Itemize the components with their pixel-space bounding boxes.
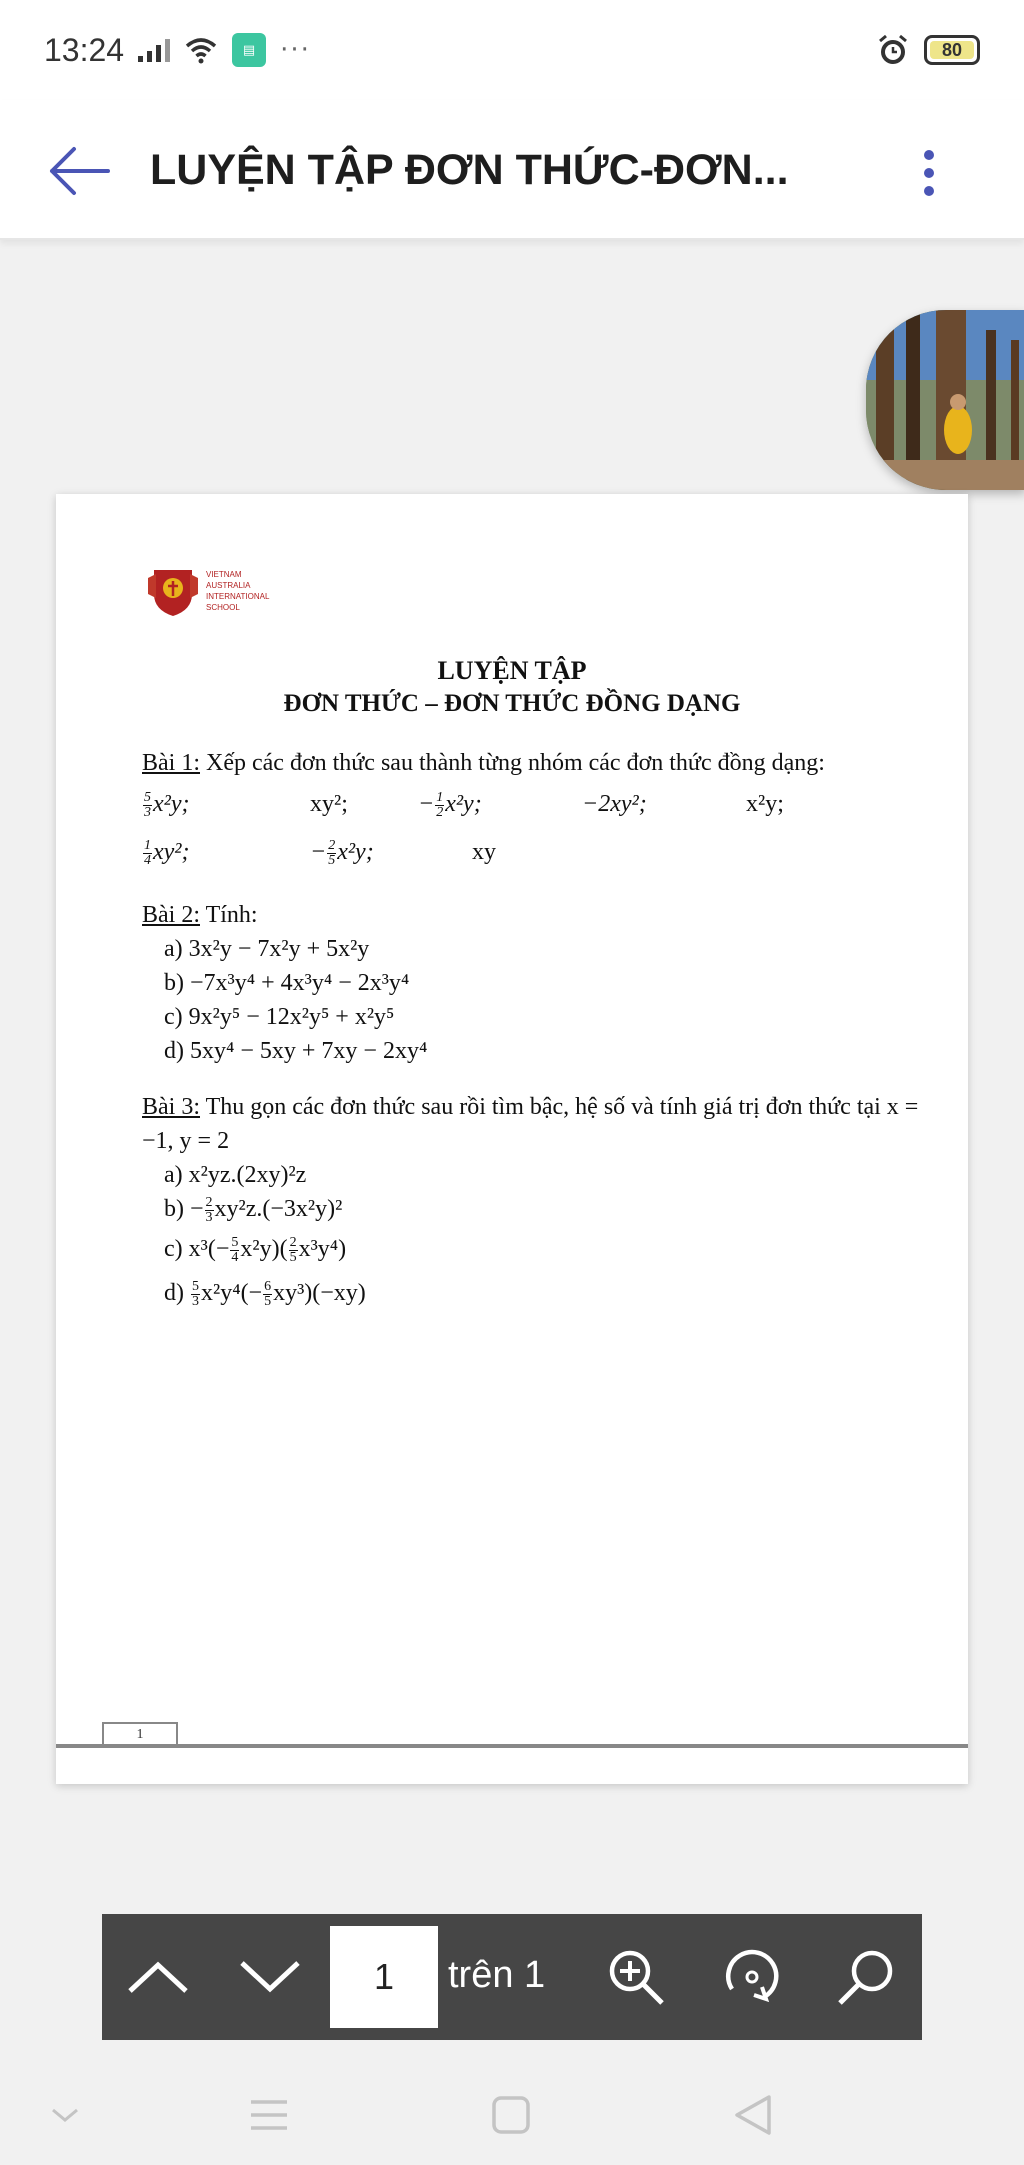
page-number-input[interactable]: 1 bbox=[330, 1926, 438, 2028]
chevron-up-icon bbox=[126, 1957, 190, 1997]
exercise-item: d) 5xy⁴ − 5xy + 7xy − 2xy⁴ bbox=[164, 1038, 428, 1064]
previous-page-button[interactable] bbox=[106, 1914, 210, 2040]
monomial: xy bbox=[472, 839, 496, 865]
title-line-2: ĐƠN THỨC – ĐƠN THỨC ĐỒNG DẠNG bbox=[283, 690, 741, 717]
monomial: −2xy²; bbox=[582, 791, 647, 817]
monomial: $\frac{5}{3}$ x²y; bbox=[144, 789, 190, 820]
exercise-2-label: Bài 2: bbox=[142, 902, 200, 928]
worksheet-title bbox=[56, 654, 968, 720]
school-logo bbox=[148, 564, 306, 618]
page-number-tab: 1 bbox=[102, 1722, 178, 1748]
back-triangle-icon bbox=[733, 2094, 773, 2136]
more-options-button[interactable] bbox=[894, 138, 964, 208]
chevron-down-icon bbox=[50, 2105, 80, 2125]
monomial: − $\frac{2}{5}$ x²y; bbox=[310, 837, 374, 868]
status-left bbox=[44, 32, 311, 69]
worksheet-body bbox=[142, 746, 922, 1320]
wifi-icon bbox=[184, 36, 218, 64]
back-button[interactable] bbox=[44, 136, 114, 206]
search-button[interactable] bbox=[814, 1914, 918, 2040]
logo-line: INTERNATIONAL bbox=[206, 592, 270, 601]
battery-level: 80 bbox=[941, 39, 963, 60]
hide-nav-button[interactable] bbox=[30, 2080, 100, 2150]
school-crest-icon bbox=[148, 564, 198, 618]
system-nav-bar bbox=[0, 2060, 1024, 2165]
pdf-toolbar bbox=[102, 1914, 922, 2040]
exercise-1-text: Xếp các đơn thức sau thành từng nhóm các đơn thức đồng dạng: bbox=[200, 750, 825, 776]
home-button[interactable] bbox=[476, 2080, 546, 2150]
exercise-item: b) −7x³y⁴ + 4x³y⁴ − 2x³y⁴ bbox=[164, 970, 410, 996]
back-nav-button[interactable] bbox=[718, 2080, 788, 2150]
monomial-row-2 bbox=[142, 828, 922, 876]
exercise-3-label: Bài 3: bbox=[142, 1094, 200, 1120]
alarm-icon bbox=[876, 33, 910, 67]
monomial: x²y; bbox=[746, 791, 784, 817]
monomial: − $\frac{1}{2}$ x²y; bbox=[418, 789, 482, 820]
title-line-1: LUYỆN TẬP bbox=[437, 656, 587, 685]
monomial-row-1 bbox=[142, 780, 922, 828]
exercise-item: d) $\frac{5}{3}$ x²y⁴(− $\frac{6}{5}$ xy³)(−xy) bbox=[164, 1278, 366, 1309]
exercise-item: c) 9x²y⁵ − 12x²y⁵ + x²y⁵ bbox=[164, 1004, 395, 1030]
recent-apps-button[interactable] bbox=[234, 2080, 304, 2150]
logo-line: VIETNAM bbox=[206, 570, 242, 579]
exercise-item: b) − $\frac{2}{3}$ xy²z.(−3x²y)² bbox=[164, 1194, 343, 1225]
status-bar bbox=[0, 0, 1024, 100]
rotate-button[interactable] bbox=[700, 1914, 804, 2040]
next-page-button[interactable] bbox=[218, 1914, 322, 2040]
exercise-item: c) x³(− $\frac{5}{4}$ x²y)( $\frac{2}{5}$ x³y⁴) bbox=[164, 1234, 347, 1265]
home-square-icon bbox=[491, 2095, 531, 2135]
chevron-down-icon bbox=[238, 1957, 302, 1997]
school-name bbox=[206, 569, 306, 613]
zoom-in-icon bbox=[604, 1945, 668, 2009]
exercise-2-text: Tính: bbox=[200, 902, 258, 928]
exercise-2 bbox=[142, 898, 922, 932]
avatar-photo bbox=[866, 310, 1024, 490]
zoom-in-button[interactable] bbox=[584, 1914, 688, 2040]
monomial: xy²; bbox=[310, 791, 348, 817]
logo-line: AUSTRALIA bbox=[206, 581, 251, 590]
exercise-3-items bbox=[142, 1158, 922, 1320]
exercise-1 bbox=[142, 746, 922, 780]
more-notifications-icon: ··· bbox=[280, 35, 311, 65]
exercise-item: a) 3x²y − 7x²y + 5x²y bbox=[164, 936, 370, 962]
document-title: LUYỆN TẬP ĐƠN THỨC-ĐƠN... bbox=[150, 146, 789, 194]
app-header bbox=[0, 100, 1024, 240]
rotate-icon bbox=[720, 1945, 784, 2009]
exercise-3-text: Thu gọn các đơn thức sau rồi tìm bậc, hệ số và tính giá trị đơn thức tại x = −1, y = 2 bbox=[142, 1094, 919, 1154]
page-total-label: trên 1 bbox=[448, 1954, 546, 1996]
logo-line: SCHOOL bbox=[206, 603, 240, 612]
status-time: 13:24 bbox=[44, 31, 125, 68]
notification-app-icon: ▤ bbox=[232, 33, 266, 67]
exercise-2-items bbox=[142, 932, 922, 1068]
monomial: $\frac{1}{4}$ xy²; bbox=[144, 837, 190, 868]
search-icon bbox=[834, 1945, 898, 2009]
status-right bbox=[876, 33, 980, 67]
menu-icon bbox=[249, 2098, 289, 2132]
avatar[interactable] bbox=[866, 310, 1024, 490]
exercise-1-label: Bài 1: bbox=[142, 750, 200, 776]
document-page[interactable] bbox=[56, 494, 968, 1784]
battery-icon bbox=[924, 35, 980, 65]
exercise-item: a) x²yz.(2xy)²z bbox=[164, 1162, 307, 1188]
exercise-3 bbox=[142, 1090, 922, 1158]
page-footer-line bbox=[56, 1744, 968, 1748]
signal-icon bbox=[138, 38, 170, 62]
back-arrow-icon bbox=[44, 136, 114, 206]
